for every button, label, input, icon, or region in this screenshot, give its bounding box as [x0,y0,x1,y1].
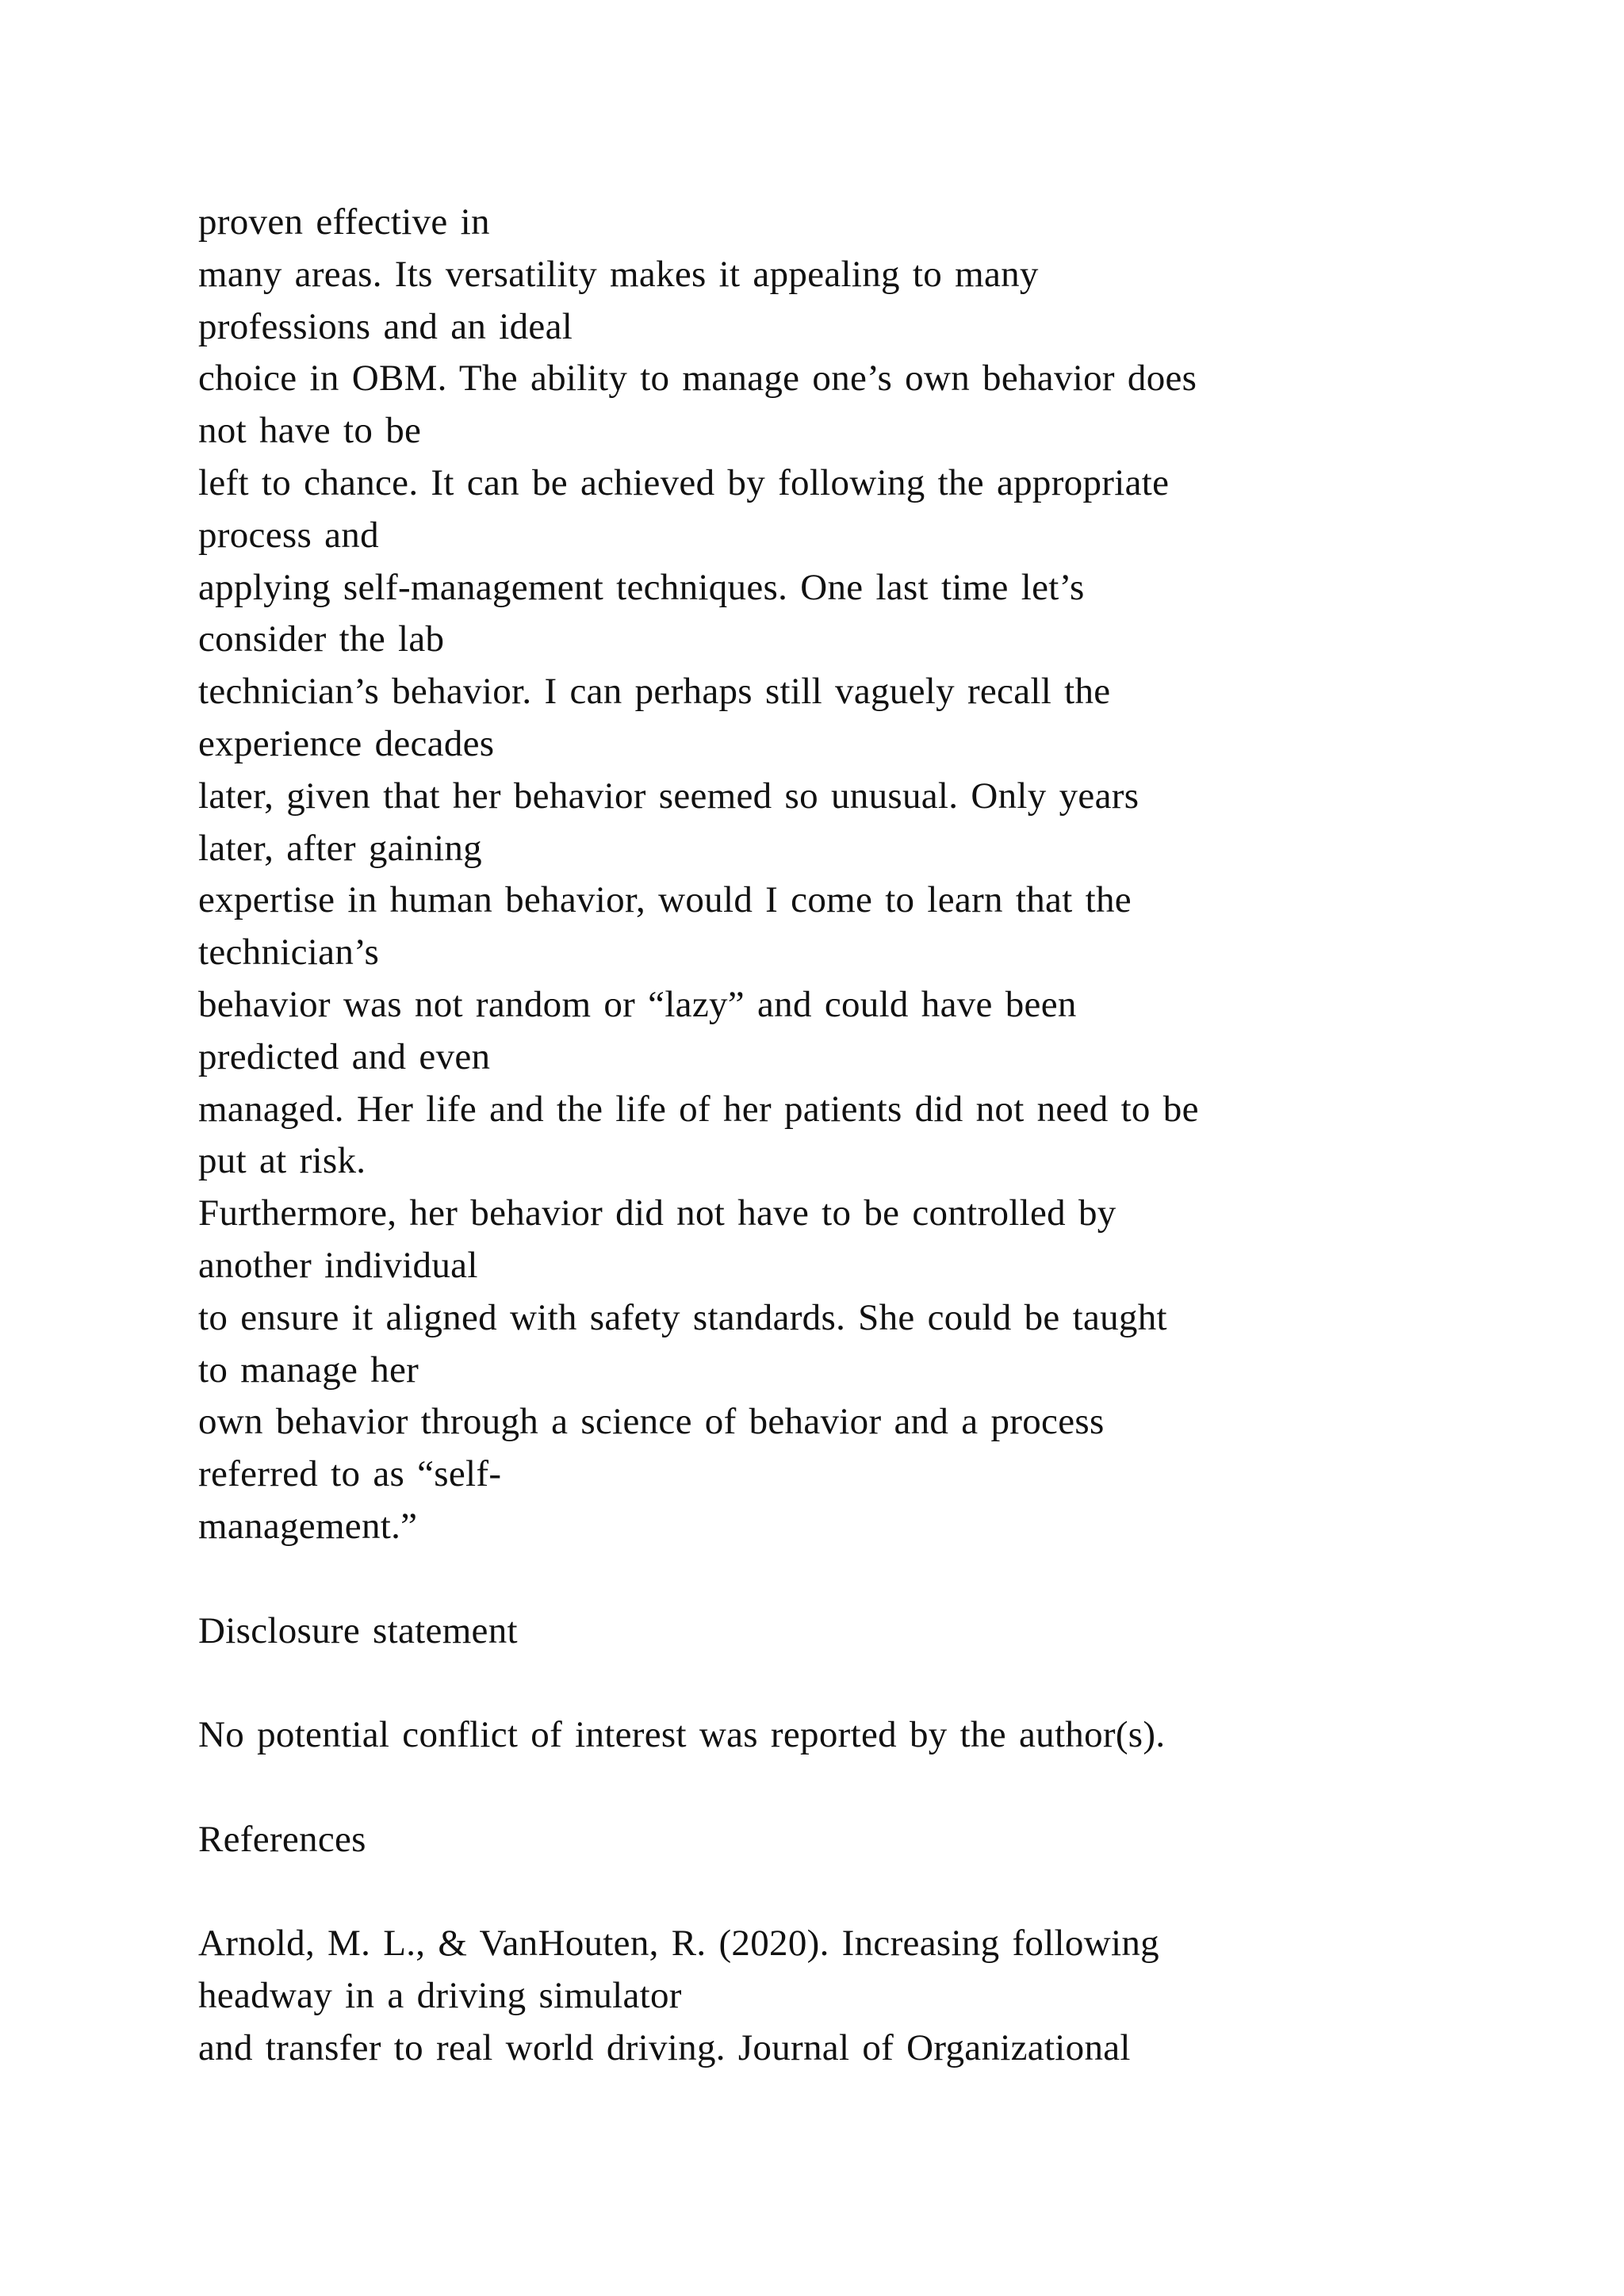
body-line: many areas. Its versatility makes it appealing to many [198,253,1039,295]
body-line: later, given that her behavior seemed so unusual. Only years [198,775,1139,817]
body-line: technician’s [198,932,380,974]
body-line: managed. Her life and the life of her patients did not need to be [198,1088,1199,1130]
body-line: own behavior through a science of behavior and a process [198,1401,1105,1443]
body-line: put at risk. [198,1140,366,1182]
body-line: proven effective in [198,201,490,243]
paragraph-spacer [198,1657,1507,1709]
body-line: expertise in human behavior, would I come to learn that the [198,879,1132,921]
body-line: another individual [198,1244,478,1286]
reference-line: headway in a driving simulator [198,1975,682,2017]
paragraph-spacer [198,1866,1507,1919]
paragraph-spacer [198,1762,1507,1814]
body-line: experience decades [198,722,495,764]
disclosure-heading: Disclosure statement [198,1609,518,1651]
document-text [198,197,1507,2075]
body-line: not have to be [198,410,422,452]
disclosure-text: No potential conflict of interest was reported by the author(s). [198,1714,1166,1756]
body-line: technician’s behavior. I can perhaps still vaguely recall the [198,671,1111,713]
reference-line: Arnold, M. L., & VanHouten, R. (2020). Increasing following [198,1923,1159,1965]
paragraph-spacer [198,1553,1507,1605]
body-line: management.” [198,1505,418,1547]
body-line: process and [198,514,379,556]
body-line: choice in OBM. The ability to manage one’s own behavior does [198,358,1197,400]
reference-entry [198,1918,1507,2074]
body-line: to ensure it aligned with safety standards. She could be taught [198,1296,1167,1338]
body-line: Furthermore, her behavior did not have to be controlled by [198,1192,1116,1234]
body-line: to manage her [198,1349,419,1391]
body-line: consider the lab [198,618,445,660]
references-heading: References [198,1818,366,1860]
body-paragraph [198,197,1507,1553]
body-line: referred to as “self- [198,1453,502,1495]
body-line: behavior was not random or “lazy” and could have been [198,983,1077,1025]
body-line: applying self-management techniques. One last time let’s [198,566,1085,608]
body-line: professions and an ideal [198,305,573,347]
body-line: predicted and even [198,1035,491,1077]
reference-line: and transfer to real world driving. Journal of Organizational [198,2026,1131,2068]
body-line: later, after gaining [198,827,482,869]
body-line: left to chance. It can be achieved by following the appropriate [198,461,1170,503]
